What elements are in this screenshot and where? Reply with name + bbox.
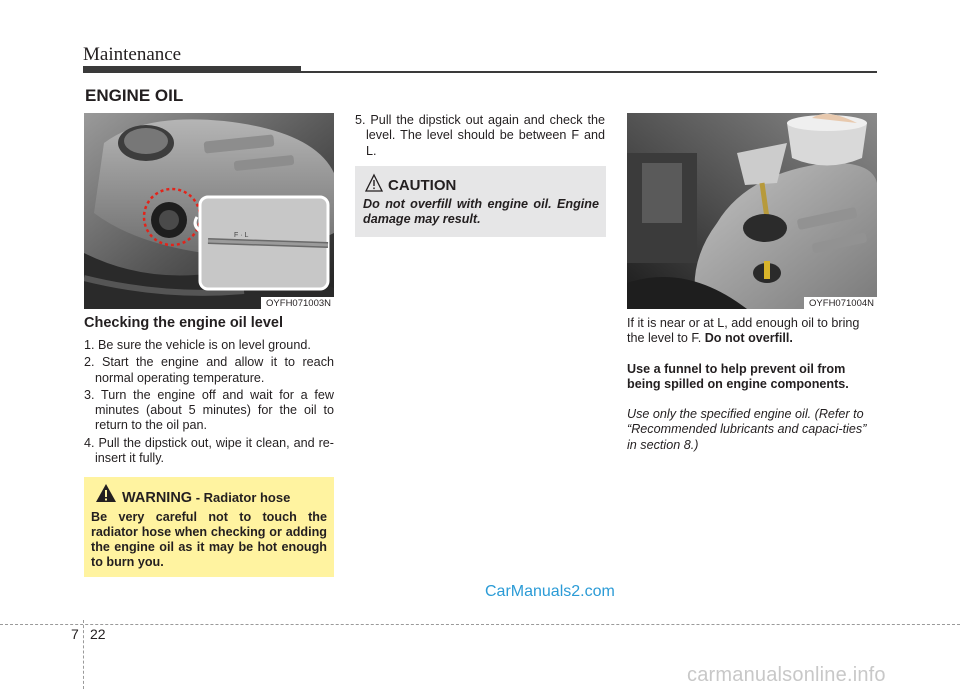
- warning-title-sub: - Radiator hose: [192, 490, 291, 505]
- caution-text: Do not overfill with engine oil. Engine damage may result.: [363, 197, 599, 226]
- step-1: 1. Be sure the vehicle is on level ground.: [84, 338, 311, 352]
- section-title: Maintenance: [83, 44, 182, 65]
- warning-title-main: WARNING: [122, 490, 193, 506]
- engine-dipstick-illustration: [84, 113, 334, 309]
- step-4: 4. Pull the dipstick out, wipe it clean, and re-insert it fully.: [84, 435, 334, 466]
- caution-title: CAUTION: [388, 177, 457, 194]
- caution-icon: [365, 173, 383, 193]
- page-number: 22: [90, 626, 106, 642]
- warning-text: Be very careful not to touch the radiator hose when checking or adding the engine oil as it may be hot enough to burn you.: [91, 510, 327, 569]
- step-5: 5. Pull the dipstick out again and check the level. The level should be between F and L.: [355, 113, 605, 158]
- header-rule-thin: [83, 71, 877, 73]
- photo-caption: OYFH071003N: [261, 297, 334, 309]
- warning-title: [122, 490, 290, 506]
- site-watermark: carmanualsonline.info: [687, 664, 886, 686]
- footer-vertical-divider: [83, 620, 84, 689]
- specified-oil-note: Use only the specified engine oil. (Refer to “Recommended lubricants and capaci-ties” in section 8.): [627, 407, 867, 452]
- overfill-note: Do not overfill.: [704, 331, 793, 346]
- engine-oil-fill-photo: [627, 113, 877, 309]
- page-heading: ENGINE OIL: [85, 86, 184, 105]
- watermark-link[interactable]: CarManuals2.com: [485, 583, 615, 600]
- warning-icon: [95, 483, 117, 503]
- engine-dipstick-photo: [84, 113, 334, 309]
- chapter-number: 7: [71, 626, 79, 642]
- step-3: 3. Turn the engine off and wait for a few minutes (about 5 minutes) for the oil to return to the oil pan.: [84, 387, 334, 433]
- oil-fill-illustration: [627, 113, 877, 309]
- step-2: 2. Start the engine and allow it to reach normal operating temperature.: [84, 355, 334, 385]
- add-oil-paragraph: [627, 316, 877, 347]
- right-text: [627, 316, 877, 347]
- dipstick-marks: F · L: [234, 232, 249, 239]
- add-oil-text: If it is near or at L, add enough oil to bring the level to F.: [627, 316, 860, 346]
- steps-list: [84, 338, 334, 468]
- subheading: Checking the engine oil level: [84, 315, 284, 331]
- footer-divider: [0, 624, 960, 625]
- funnel-note: Use a funnel to help prevent oil from being spilled on engine components.: [627, 362, 849, 392]
- caution-box: [355, 166, 606, 237]
- photo-caption: OYFH071004N: [804, 297, 877, 309]
- warning-box: [84, 477, 334, 577]
